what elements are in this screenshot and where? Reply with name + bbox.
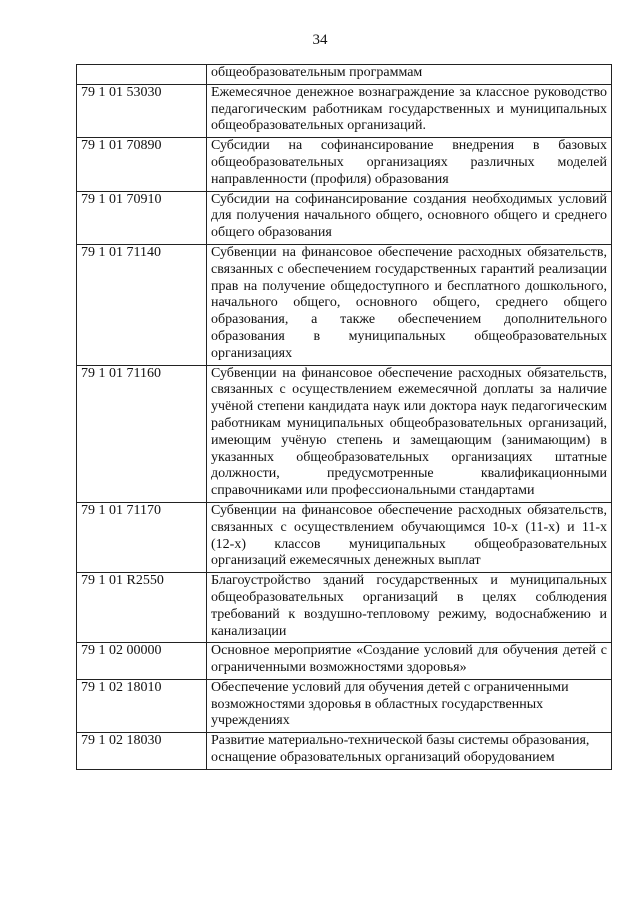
code-cell: 79 1 02 18030 [77,733,207,770]
description-cell: Обеспечение условий для обучения детей с ограниченными возможностями здоровья в областных государственных учреждениях [207,679,612,732]
description-cell: общеобразовательным программам [207,65,612,85]
table-row [77,679,612,732]
code-cell: 79 1 01 70890 [77,138,207,191]
code-cell: 79 1 01 71140 [77,244,207,365]
description-cell: Субвенции на финансовое обеспечение расходных обязательств, связанных с осуществлением ежемесячной доплаты за наличие учёной степени кандидата наук или доктора наук педагогическим работникам муниципальных общеобразовательных организаций, имеющим учёную степень и замещающим (занимающим) в указанных общеобразовательных организациях штатные должности, предусмотренные квалификационными справочниками или профессиональными стандартами [207,365,612,502]
table-row [77,84,612,137]
table-row [77,138,612,191]
code-cell: 79 1 01 71160 [77,365,207,502]
description-cell: Основное мероприятие «Создание условий для обучения детей с ограниченными возможностями здоровья» [207,643,612,680]
code-cell: 79 1 01 R2550 [77,573,207,643]
table-row [77,502,612,572]
table-row [77,244,612,365]
code-cell [77,65,207,85]
table-row [77,733,612,770]
table-row [77,573,612,643]
description-cell: Субвенции на финансовое обеспечение расходных обязательств, связанных с обеспечением государственных гарантий реализации прав на получение общедоступного и бесплатного дошкольного, начального общего, основного общего, среднего общего образования, а также обеспечением дополнительного образования в муниципальных общеобразовательных организациях [207,244,612,365]
description-cell: Развитие материально-технической базы системы образования, оснащение образовательных организаций оборудованием [207,733,612,770]
table-row [77,191,612,244]
code-cell: 79 1 01 71170 [77,502,207,572]
description-cell: Ежемесячное денежное вознаграждение за классное руководство педагогическим работникам государственных и муниципальных общеобразовательных организаций. [207,84,612,137]
table-row [77,643,612,680]
table-row [77,65,612,85]
description-cell: Субсидии на софинансирование создания необходимых условий для получения начального общего, основного общего и среднего общего образования [207,191,612,244]
table-row [77,365,612,502]
code-cell: 79 1 01 53030 [77,84,207,137]
code-cell: 79 1 01 70910 [77,191,207,244]
description-cell: Субвенции на финансовое обеспечение расходных обязательств, связанных с осуществлением обучающимся 10-х (11-х) и 11-х (12-х) классов муниципальных общеобразовательных организаций ежемесячных денежных выплат [207,502,612,572]
code-cell: 79 1 02 18010 [77,679,207,732]
code-cell: 79 1 02 00000 [77,643,207,680]
description-cell: Благоустройство зданий государственных и муниципальных общеобразовательных организаций в целях соблюдения требований к воздушно-тепловому режиму, водоснабжению и канализации [207,573,612,643]
budget-code-table [76,64,612,770]
page-number: 34 [312,32,328,48]
description-cell: Субсидии на софинансирование внедрения в базовых общеобразовательных организациях различных моделей направленности (профиля) образования [207,138,612,191]
